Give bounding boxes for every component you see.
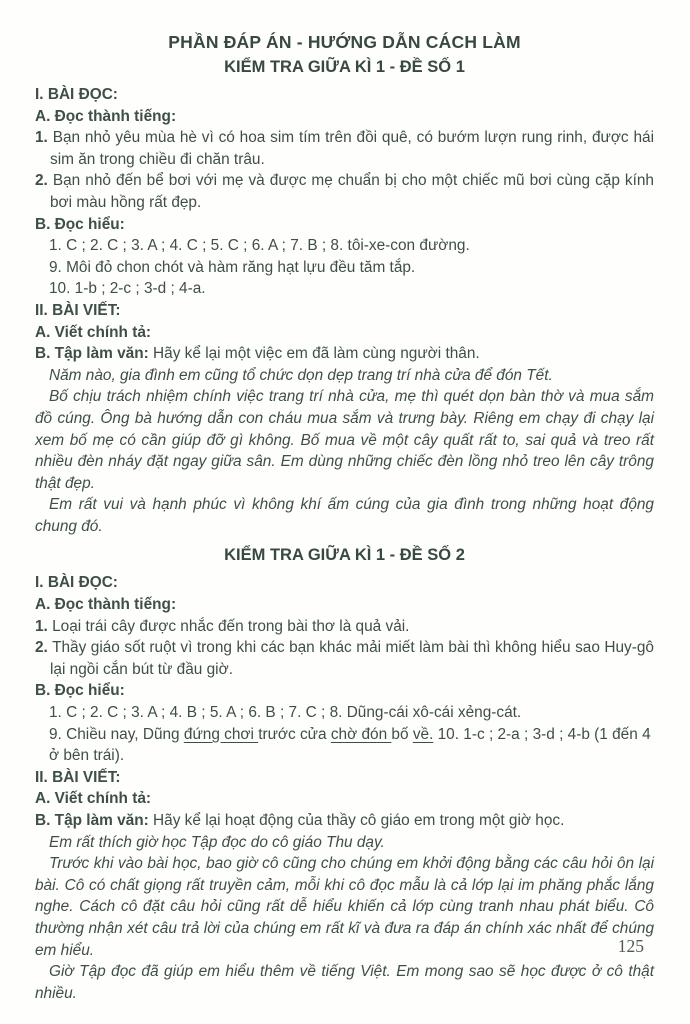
answer-segment: 10. 1-c ; 2-a ; 3-d ; 4-b (1 đến 4 ở bên trái). [49,725,651,765]
answer-segment: 9. Chiều nay, Dũng [49,725,184,743]
essay-prompt: Hãy kể lại hoạt động của thầy cô giáo em trong một giờ học. [153,812,565,829]
item-text: Loại trái cây được nhắc đến trong bài thơ là quả vải. [52,617,410,635]
exam1-essay-paragraph: Bố chịu trách nhiệm chính việc trang trí nhà cửa, mẹ thì quét dọn bàn thờ và mua sắm đồ cúng. Ông bà hướng dẫn con cháu mua sắm và trưng bày. Riêng em chạy đi chạy lại xem bố mẹ có cần giúp đỡ gì không. Bố mua về một cây quất rất to, sai quả và treo rất nhiều đèn nháy đặt ngay giữa sân. Em dùng những chiếc đèn lồng nhỏ treo lên cây trông thật đẹp. [35,388,654,492]
exam1-dictation-heading: A. Viết chính tả: [35,323,152,341]
exam1-answer-line: 10. 1-b ; 2-c ; 3-d ; 4-a. [49,280,206,298]
exam2-dictation-heading: A. Viết chính tả: [35,790,152,808]
answer-segment-underlined: đứng chơi [183,725,259,743]
essay-label: B. Tập làm văn: [35,812,149,829]
exam1-reading-heading: I. BÀI ĐỌC: [35,86,118,103]
exam1-essay-paragraph: Em rất vui và hạnh phúc vì không khí ấm cúng của gia đình trong những hoạt động chung đó. [35,496,654,535]
essay-prompt: Hãy kể lại một việc em đã làm cùng người thân. [153,345,480,363]
exam2-essay-paragraph: Em rất thích giờ học Tập đọc do cô giáo Thu dạy. [49,833,385,851]
exam1-comprehension-heading: B. Đọc hiểu: [35,215,125,233]
page-title: PHẦN ĐÁP ÁN - HƯỚNG DẪN CÁCH LÀM [168,32,521,52]
page-number: 125 [617,936,644,956]
exam2-title: KIỂM TRA GIỮA KÌ 1 - ĐỀ SỐ 2 [224,546,465,565]
item-number: 2. [35,639,48,657]
exam2-oral-item-1 [35,616,654,638]
exam1-title: KIỂM TRA GIỮA KÌ 1 - ĐỀ SỐ 1 [224,58,465,76]
exam1-oral-item-1 [35,127,654,170]
answer-segment-underlined: về. [412,725,434,743]
exam1-answer-line: 1. C ; 2. C ; 3. A ; 4. C ; 5. C ; 6. A ; 7. B ; 8. tôi-xe-con đường. [49,237,470,255]
item-number: 1. [35,617,48,635]
exam2-answer-line-q9 [49,724,654,767]
exam2-oral-heading: A. Đọc thành tiếng: [35,596,177,614]
exam2-essay-task [35,810,654,832]
item-text: Thầy giáo sốt ruột vì trong khi các bạn khác mải miết làm bài thì không hiểu sao Huy-gô lại ngồi cắn bút từ đầu giờ. [50,639,654,678]
exam2-answer-line: 1. C ; 2. C ; 3. A ; 4. B ; 5. A ; 6. B ; 7. C ; 8. Dũng-cái xô-cái xẻng-cát. [49,704,522,722]
exam2-oral-item-2 [35,637,654,680]
exam1-essay-paragraph: Năm nào, gia đình em cũng tổ chức dọn dẹp trang trí nhà cửa để đón Tết. [49,366,553,384]
exam2-essay-paragraph: Giờ Tập đọc đã giúp em hiểu thêm về tiếng Việt. Em mong sao sẽ học được ở cô thật nhiều. [35,963,654,1002]
item-number: 2. [35,172,48,190]
exam2-reading-heading: I. BÀI ĐỌC: [35,574,118,592]
item-text: Bạn nhỏ đến bể bơi với mẹ và được mẹ chuẩn bị cho một chiếc mũ bơi cùng cặp kính bơi màu hồng rất đẹp. [50,172,654,211]
exam1-oral-heading: A. Đọc thành tiếng: [35,107,177,125]
item-text: Bạn nhỏ yêu mùa hè vì có hoa sim tím trên đồi quê, có bướm lượn rung rinh, được hái sim ăn trong chiều đi chăn trâu. [50,129,654,168]
exam2-writing-heading: II. BÀI VIẾT: [35,768,121,786]
item-number: 1. [35,129,48,147]
answer-segment: trước cửa [258,725,331,743]
essay-label: B. Tập làm văn: [35,345,149,363]
answer-segment: bố [391,725,413,743]
exam1-answer-line: 9. Môi đỏ chon chót và hàm răng hạt lựu đều tăm tắp. [49,258,416,276]
exam2-essay-paragraph: Trước khi vào bài học, bao giờ cô cũng cho chúng em khởi động bằng các câu hỏi ôn lại bài. Cô có chất giọng rất truyền cảm, mỗi khi cô đọc mẫu là cả lớp lại im phăng phắc lắng nghe. Cách cô đặt câu hỏi cũng rất dễ hiểu khiến cả lớp cùng tranh nhau phát biểu. Cô thường nhận xét câu trả lời của chúng em rất kĩ và đưa ra đáp án chính xác nhất để chúng em hiểu. [35,855,654,959]
exam1-essay-task [35,343,654,365]
exam1-oral-item-2 [35,170,654,213]
answer-segment-underlined: chờ đón [330,725,392,743]
exam2-comprehension-heading: B. Đọc hiểu: [35,682,125,700]
exam1-writing-heading: II. BÀI VIẾT: [35,301,121,319]
